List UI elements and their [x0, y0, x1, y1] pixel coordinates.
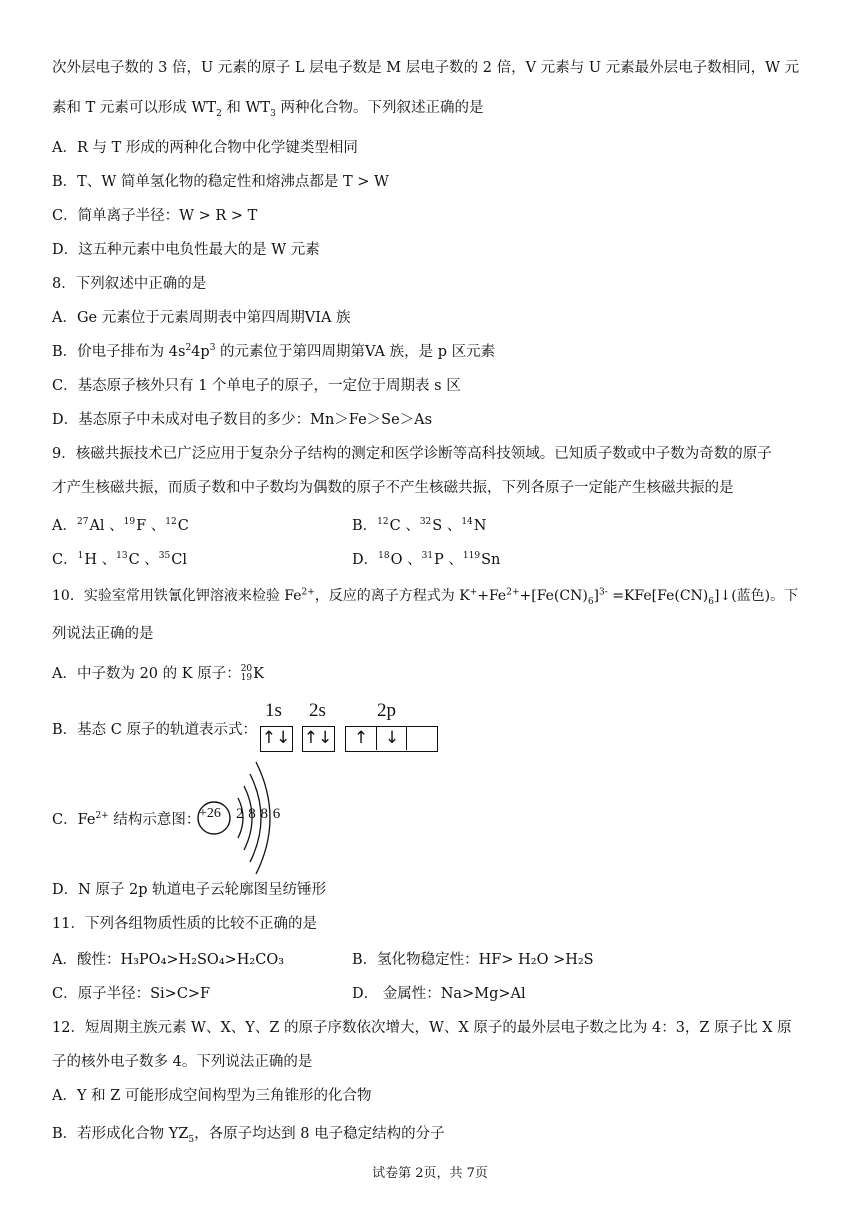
q12-option-a: A．Y 和 Z 可能形成空间构型为三角锥形的化合物 — [52, 1088, 372, 1104]
electron-shell-counts: 2 8 8 6 — [236, 806, 281, 822]
q8-option-c: C．基态原子核外只有 1 个单电子的原子，一定位于周期表 s 区 — [52, 378, 461, 394]
q7-option-c: C．简单离子半径：W > R > T — [52, 208, 258, 224]
q10-stem-1: 10．实验室常用铁氰化钾溶液来检验 $Fe^{2+}$，反应的离子方程式为 $K^++Fe^{2+}+[Fe(CN)_6]^{3-}$ $=KFe[Fe(CN)_6]↓$(蓝色)。下 — [52, 587, 799, 607]
q9-option-c: C．$^1$H 、$^{13}$C 、$^{35}$Cl — [52, 551, 187, 568]
k-isotope-numbers: 20 19 — [240, 664, 253, 683]
intro-line-2: 素和 T 元素可以形成 $WT_2$ 和 $WT_3$ 两种化合物。下列叙述正确的是 — [52, 100, 484, 119]
q9-option-d: D．$^{18}$O 、$^{31}$P 、$^{119}$Sn — [352, 551, 501, 568]
intro-line-1: 次外层电子数的 3 倍，U 元素的原子 L 层电子数是 M 层电子数的 2 倍，V 元素与 U 元素最外层电子数相同，W 元 — [52, 60, 800, 76]
q9-stem-1: 9．核磁共振技术已广泛应用于复杂分子结构的测定和医学诊断等高科技领域。已知质子数或中子数为奇数的原子 — [52, 446, 772, 462]
q11-option-c: C．原子半径：Si>C>F — [52, 986, 211, 1002]
orbital-2p-1: ↑ — [353, 728, 369, 748]
orbital-box-2s — [302, 726, 335, 752]
orbital-box-1s — [260, 726, 293, 752]
q10-option-a: A．中子数为 20 的 K 原子：20 19K — [52, 664, 264, 683]
orbital-label-2s: 2s — [309, 700, 326, 721]
q10-option-b: B．基态 C 原子的轨道表示式： — [52, 722, 257, 738]
page-footer: 试卷第 2页，共 7页 — [372, 1166, 488, 1181]
orbital-box-2p — [345, 726, 438, 752]
q10-stem-2: 列说法正确的是 — [52, 626, 154, 642]
orbital-label-2p: 2p — [377, 700, 396, 721]
q9-stem-2: 才产生核磁共振，而质子数和中子数均为偶数的原子不产生核磁共振，下列各原子一定能产生核磁共振的是 — [52, 480, 734, 496]
q10-option-c: C．$Fe^{2+}$ 结构示意图： — [52, 811, 201, 828]
q9-option-a: A．$^{27}$Al 、$^{19}$F 、$^{12}$C — [52, 517, 189, 534]
q9-option-b: B．$^{12}$C 、$^{32}$S 、$^{14}$N — [352, 517, 487, 534]
q7-option-b: B．T、W 简单氢化物的稳定性和熔沸点都是 T > W — [52, 174, 389, 190]
q10-option-d: D．N 原子 2p 轨道电子云轮廓图呈纺锤形 — [52, 882, 327, 898]
q11-option-b: B．氢化物稳定性：HF> H₂O >H₂S — [352, 952, 594, 968]
q8-option-a: A．Ge 元素位于元素周期表中第四周期VIA 族 — [52, 310, 351, 326]
q8-option-b: B．价电子排布为 $4s^24p^3$ 的元素位于第四周期第VA 族，是 p 区元素 — [52, 343, 496, 360]
q7-option-a: A．R 与 T 形成的两种化合物中化学键类型相同 — [52, 140, 358, 156]
orbital-electrons-2s: ↑↓ — [303, 728, 333, 748]
q12-stem-1: 12．短周期主族元素 W、X、Y、Z 的原子序数依次增大，W、X 原子的最外层电子数之比为 4：3，Z 原子比 X 原 — [52, 1020, 792, 1036]
q8-option-d: D．基态原子中未成对电子数目的多少：Mn＞Fe＞Se＞As — [52, 412, 433, 428]
q12-option-b: B．若形成化合物 $YZ_5$，各原子均达到 8 电子稳定结构的分子 — [52, 1126, 445, 1145]
orbital-electrons-1s: ↑↓ — [261, 728, 291, 748]
orbital-label-1s: 1s — [265, 700, 282, 721]
q11-option-a: A．酸性：H₃PO₄>H₂SO₄>H₂CO₃ — [52, 952, 285, 968]
q11-stem: 11．下列各组物质性质的比较不正确的是 — [52, 916, 317, 932]
orbital-2p-2: ↓ — [376, 727, 407, 750]
q8-stem: 8．下列叙述中正确的是 — [52, 276, 207, 292]
q7-option-d: D．这五种元素中电负性最大的是 W 元素 — [52, 242, 320, 258]
q11-option-d: D． 金属性：Na>Mg>Al — [352, 986, 526, 1002]
nucleus-charge: +26 — [199, 806, 221, 821]
orbital-2p-3 — [406, 727, 437, 750]
q12-stem-2: 子的核外电子数多 4。下列说法正确的是 — [52, 1054, 313, 1070]
